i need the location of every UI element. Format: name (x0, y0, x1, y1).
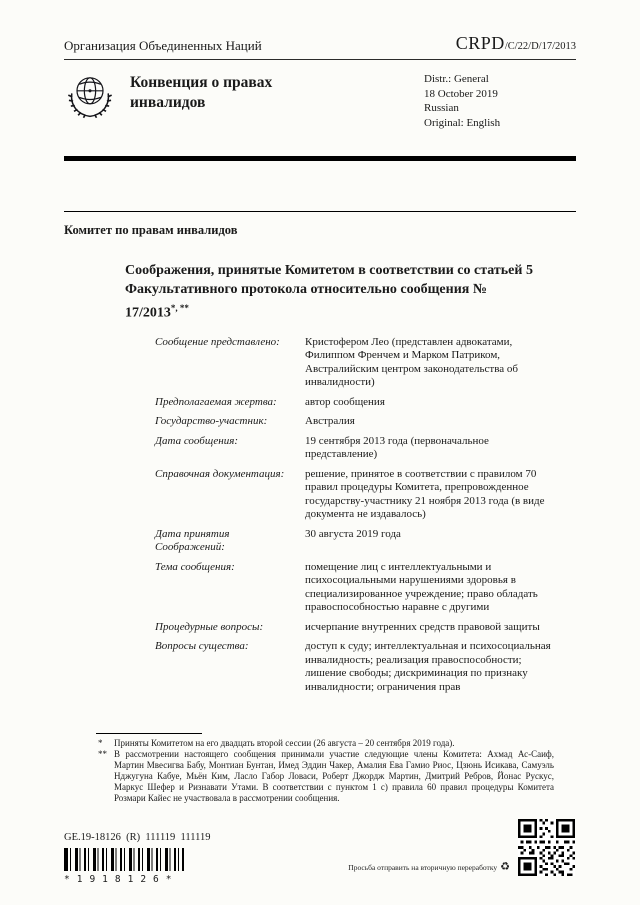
document-symbol-prefix: CRPD (455, 33, 505, 53)
masthead-top-row (64, 0, 576, 54)
footnote (96, 749, 554, 804)
un-org-name: Организация Объединенных Наций (64, 38, 262, 53)
committee-heading: Комитет по правам инвалидов (64, 223, 238, 237)
footnote-text: Приняты Комитетом на его двадцать второй сессии (26 августа – 20 сентября 2019 года). (114, 738, 455, 748)
table-row (155, 415, 576, 429)
field-value: Австралия (305, 415, 355, 428)
field-value: автор сообщения (305, 395, 385, 408)
un-emblem-icon (64, 70, 116, 122)
distribution-block (424, 72, 576, 130)
qr-code (518, 819, 575, 876)
field-label: Сообщение представлено: (155, 335, 280, 348)
section-rule (64, 211, 576, 212)
convention-title: Конвенция о правах инвалидов (130, 74, 273, 111)
document-symbol-suffix: /C/22/D/17/2013 (504, 41, 576, 52)
header-rule-thick (64, 156, 576, 161)
field-label: Дата принятия Соображений: (155, 527, 230, 554)
field-label: Тема сообщения: (155, 560, 235, 573)
field-value: 30 августа 2019 года (305, 527, 401, 540)
field-label: Предполагаемая жертва: (155, 395, 277, 408)
footnote-separator (96, 733, 202, 734)
document-title-text: Соображения, принятые Комитетом в соответствии со статьей 5 Факультативного протокола относительно сообщения № 17/2013 (125, 263, 533, 321)
table-row (155, 396, 576, 410)
recycle-note (348, 862, 510, 873)
footnotes-section (96, 733, 554, 804)
distr-language: Russian (424, 102, 459, 114)
recycle-text: Просьба отправить на вторичную переработку (348, 863, 498, 872)
field-label: Вопросы существа: (155, 640, 249, 653)
field-label: Процедурные вопросы: (155, 620, 264, 633)
table-row (155, 435, 576, 462)
recycle-icon: ♻ (500, 861, 510, 873)
distr-line: Distr.: General (424, 73, 489, 85)
barcode-text: *1918126* (64, 874, 179, 885)
field-value: помещение лиц с интеллектуальными и психосоциальными нарушениями здоровья в специализированное учреждение; право обладать правоспособностью наравне с другими (305, 560, 538, 614)
header-rule-thin (64, 59, 576, 60)
case-metadata-table (155, 336, 576, 695)
footnote-marker: ** (98, 749, 107, 759)
table-row (155, 468, 576, 522)
field-label: Справочная документация: (155, 467, 285, 480)
barcode-block (64, 848, 184, 885)
footnote (96, 738, 554, 749)
document-title (125, 261, 536, 323)
distr-original: Original: English (424, 116, 501, 129)
footnote-text: В рассмотрении настоящего сообщения принимали участие следующие члены Комитета: Ахмад Ас-Саиф, Мартин Мвесигва Бабу, Монтиан Бунтан, Имед Эддин Чакер, Амалия Ева Гамио Риос, Цзюнь Исикава, Самуэль Нджугуна Кабуе, Мьён Ким, Ласло Габор Ловаси, Роберт Джордж Мартин, Дмитрий Ребров, Йонас Рускус, Маркус Шефер и Ризнавати Утами. В соответствии с пунктом 1 с) правила 60 правил процедуры Комитета Розмари Кайес не участвовала в рассмотрении сообщения. (114, 749, 554, 803)
title-footnote-refs: *, ** (170, 303, 189, 313)
field-label: Государство-участник: (155, 415, 268, 428)
field-value: исчерпание внутренних средств правовой защиты (305, 620, 540, 633)
distr-date: 18 October 2019 (424, 87, 498, 100)
document-symbol (456, 33, 576, 54)
ge-number: GE.19-18126 (R) 111119 111119 (64, 832, 211, 843)
field-value: 19 сентября 2013 года (первоначальное представление) (305, 434, 489, 461)
table-row (155, 561, 576, 615)
field-value: Кристофером Лео (представлен адвокатами, Филиппом Френчем и Марком Патриком, Австралийским центром законодательства об инвалидности) (305, 335, 519, 389)
field-value: доступ к суду; интеллектуальная и психосоциальная инвалидность; реализация правоспособности; лишение свободы; дискриминация по признаку инвалидности; ограничения прав (305, 640, 551, 693)
table-row (155, 621, 576, 635)
footnote-marker: * (98, 738, 103, 748)
barcode (64, 848, 184, 871)
field-label: Дата сообщения: (155, 434, 239, 447)
field-value: решение, принятое в соответствии с правилом 70 правил процедуры Комитета, препровожденное государству-участнику 21 ноября 2013 года (в виде документа не издавалось) (305, 467, 545, 521)
table-row (155, 336, 576, 390)
masthead (64, 70, 576, 130)
table-row (155, 528, 576, 555)
table-row (155, 640, 576, 694)
